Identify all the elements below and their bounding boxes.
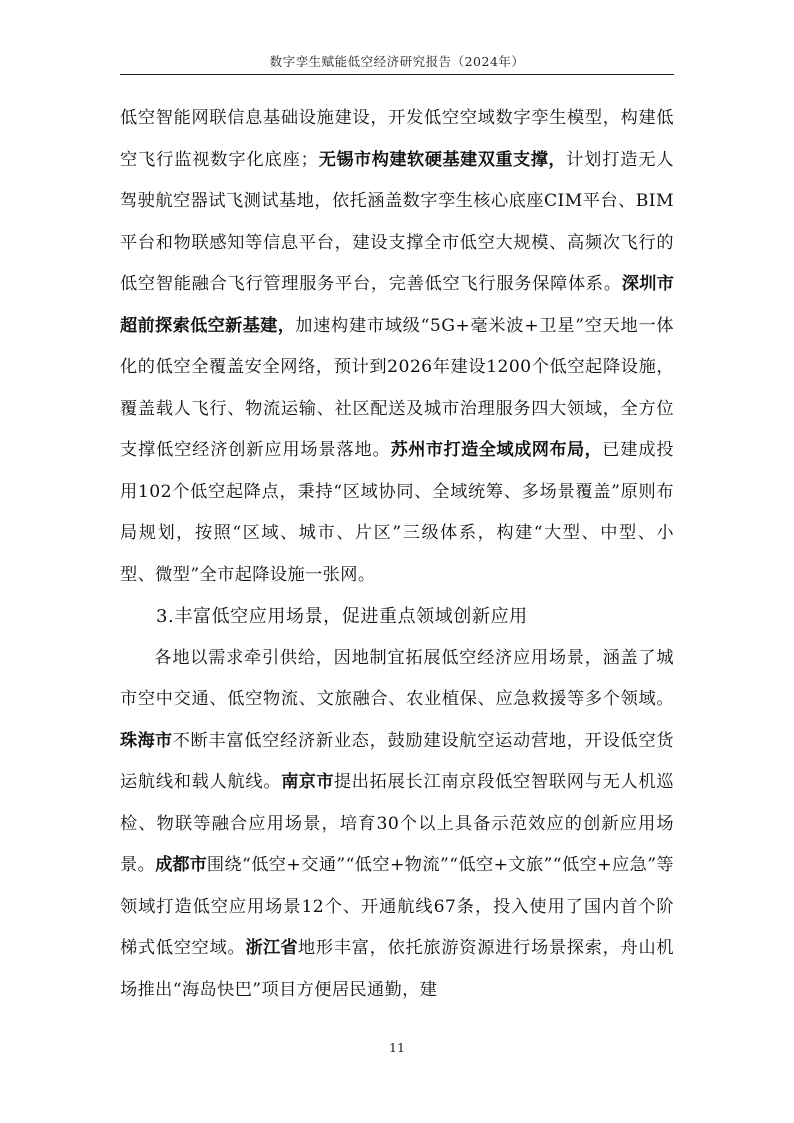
- section-heading: 3.丰富低空应用场景，促进重点领域创新应用: [156, 606, 528, 627]
- page-body: [120, 98, 674, 1011]
- paragraph-text: 低空智能网联信息基础设施建设，开发低空空域数字孪生模型，构建低空飞行监视数字化底座；: [120, 108, 674, 170]
- bold-phrase-zhejiang: 浙江省: [245, 938, 298, 958]
- bold-phrase-chengdu: 成都市: [155, 855, 207, 875]
- paragraph-text: 已建成投用102个低空起降点，秉持“区域协同、全域统筹、多场景覆盖”原则布局规划，按照“区域、城市、片区”三级体系，构建“大型、中型、小型、微型”全市起降设施一张网。: [120, 440, 674, 585]
- paragraph-infrastructure: [120, 98, 674, 596]
- bold-phrase-zhuhai: 珠海市: [120, 730, 173, 751]
- bold-phrase-nanjing: 南京市: [281, 772, 334, 792]
- paragraph-applications: [120, 638, 674, 1012]
- paragraph-text: 各地以需求牵引供给，因地制宜拓展低空经济应用场景，涵盖了城市空中交通、低空物流、文旅融合、农业植保、应急救援等多个领域。: [120, 647, 674, 709]
- bold-phrase-shenzhen: 深圳市超前探索低空新基建，: [120, 274, 674, 336]
- bold-phrase-suzhou: 苏州市打造全域成网布局，: [390, 440, 603, 460]
- paragraph-text: 地形丰富，依托旅游资源进行场景探索，舟山机场推出“海岛快巴”项目方便居民通勤，建: [120, 938, 674, 1000]
- page-number: 11: [389, 1040, 405, 1055]
- header-rule: [120, 74, 674, 75]
- paragraph-text: 不断丰富低空经济新业态，鼓励建设航空运动营地，开设低空货运航线和载人航线。: [120, 730, 674, 792]
- paragraph-text: 计划打造无人驾驶航空器试飞测试基地，依托涵盖数字孪生核心底座CIM平台、BIM平台和物联感知等信息平台，建设支撑全市低空大规模、高频次飞行的低空智能融合飞行管理服务平台，完善低空飞行服务保障体系。: [120, 149, 674, 294]
- bold-phrase-wuxi: 无锡市构建软硬基建双重支撑，: [318, 149, 567, 170]
- paragraph-text: 提出拓展长江南京段低空智联网与无人机巡检、物联等融合应用场景，培育30个以上具备示范效应的创新应用场景。: [120, 772, 674, 875]
- page-header: 数字孪生赋能低空经济研究报告（2024年）: [269, 54, 525, 69]
- paragraph-text: 加速构建市域级“5G+毫米波+卫星”空天地一体化的低空全覆盖安全网络，预计到2026年建设1200个低空起降设施，覆盖载人飞行、物流运输、社区配送及城市治理服务四大领域，全方位支撑低空经济创新应用场景落地。: [120, 315, 674, 460]
- paragraph-text: 围绕“低空+交通”“低空+物流”“低空+文旅”“低空+应急”等领域打造低空应用场景12个、开通航线67条，投入使用了国内首个阶梯式低空空域。: [120, 855, 674, 958]
